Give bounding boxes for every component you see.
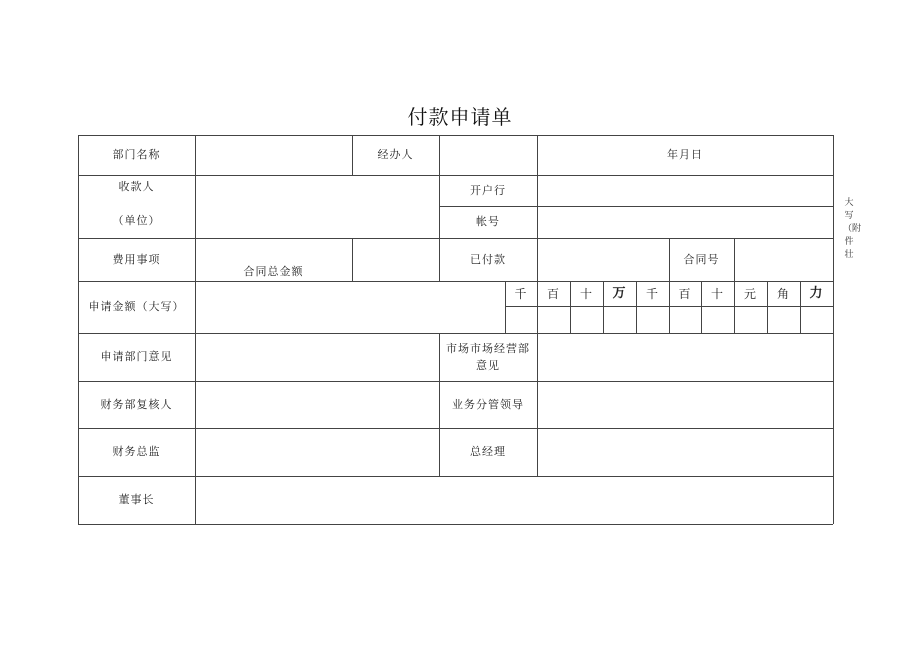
finance-director-label: 财务总监 — [112, 445, 161, 458]
side-note: 大写（附件壮 — [843, 198, 862, 260]
chairman-field[interactable] — [196, 477, 833, 524]
unit-bai-1: 百 — [546, 286, 560, 301]
payee-label-line2: （单位） — [112, 213, 161, 227]
digit-cell[interactable] — [538, 307, 570, 333]
finance-director-field[interactable] — [196, 429, 439, 476]
table-border-right — [833, 135, 834, 524]
digit-cell[interactable] — [604, 307, 636, 333]
business-leader-label: 业务分管领导 — [452, 397, 524, 411]
date-field[interactable]: 年月日 — [667, 148, 703, 161]
unit-shi-2: 十 — [710, 286, 724, 301]
digit-cell[interactable] — [637, 307, 669, 333]
handler-field[interactable] — [440, 136, 537, 175]
expense-item-label: 费用事项 — [112, 252, 161, 266]
digit-cell[interactable] — [768, 307, 800, 333]
contract-no-field[interactable] — [735, 239, 833, 281]
digit-cell[interactable] — [702, 307, 734, 333]
dept-name-field[interactable] — [196, 136, 352, 175]
paid-field[interactable] — [538, 239, 669, 281]
bank-field[interactable] — [538, 176, 833, 206]
dept-opinion-label: 申请部门意见 — [100, 350, 173, 363]
digit-cell[interactable] — [735, 307, 767, 333]
finance-reviewer-label: 财务部复核人 — [100, 397, 173, 411]
digit-cell[interactable] — [801, 307, 833, 333]
digit-cell[interactable] — [506, 307, 537, 333]
digit-cell[interactable] — [571, 307, 603, 333]
unit-yuan: 元 — [743, 286, 757, 301]
account-field[interactable] — [538, 207, 833, 238]
business-leader-field[interactable] — [538, 382, 833, 428]
unit-qian-2: 千 — [645, 286, 659, 301]
contract-no-label: 合同号 — [683, 252, 720, 266]
general-manager-label: 总经理 — [470, 445, 506, 458]
amount-words-field[interactable] — [196, 282, 505, 333]
unit-wan: 万 — [612, 285, 627, 301]
finance-reviewer-field[interactable] — [196, 382, 439, 428]
unit-jiao: 角 — [776, 286, 790, 301]
dept-name-label: 部门名称 — [112, 148, 161, 161]
table-border-bottom — [78, 524, 833, 525]
market-opinion-field[interactable] — [538, 334, 833, 381]
form-title: 付款申请单 — [407, 105, 513, 129]
contract-total-field[interactable] — [353, 239, 439, 281]
payee-field[interactable] — [196, 176, 439, 238]
amount-label: 申请金额（大写） — [88, 300, 185, 313]
payee-label — [78, 175, 195, 238]
dept-opinion-field[interactable] — [196, 334, 439, 381]
unit-fen: 力 — [809, 285, 824, 301]
unit-qian-1: 千 — [514, 286, 528, 301]
market-opinion-label: 市场市场经营部意见 — [446, 342, 530, 372]
contract-total-label: 合同总金额 — [243, 264, 304, 278]
paid-label: 已付款 — [470, 252, 506, 266]
unit-shi-1: 十 — [579, 286, 593, 301]
bank-label: 开户行 — [470, 183, 506, 197]
payee-label-line1: 收款人 — [118, 179, 155, 193]
handler-label: 经办人 — [377, 148, 414, 161]
account-label: 帐号 — [476, 215, 500, 228]
unit-bai-2: 百 — [678, 286, 692, 301]
general-manager-field[interactable] — [538, 429, 833, 476]
digit-cell[interactable] — [670, 307, 701, 333]
chairman-label: 董事长 — [118, 493, 155, 506]
